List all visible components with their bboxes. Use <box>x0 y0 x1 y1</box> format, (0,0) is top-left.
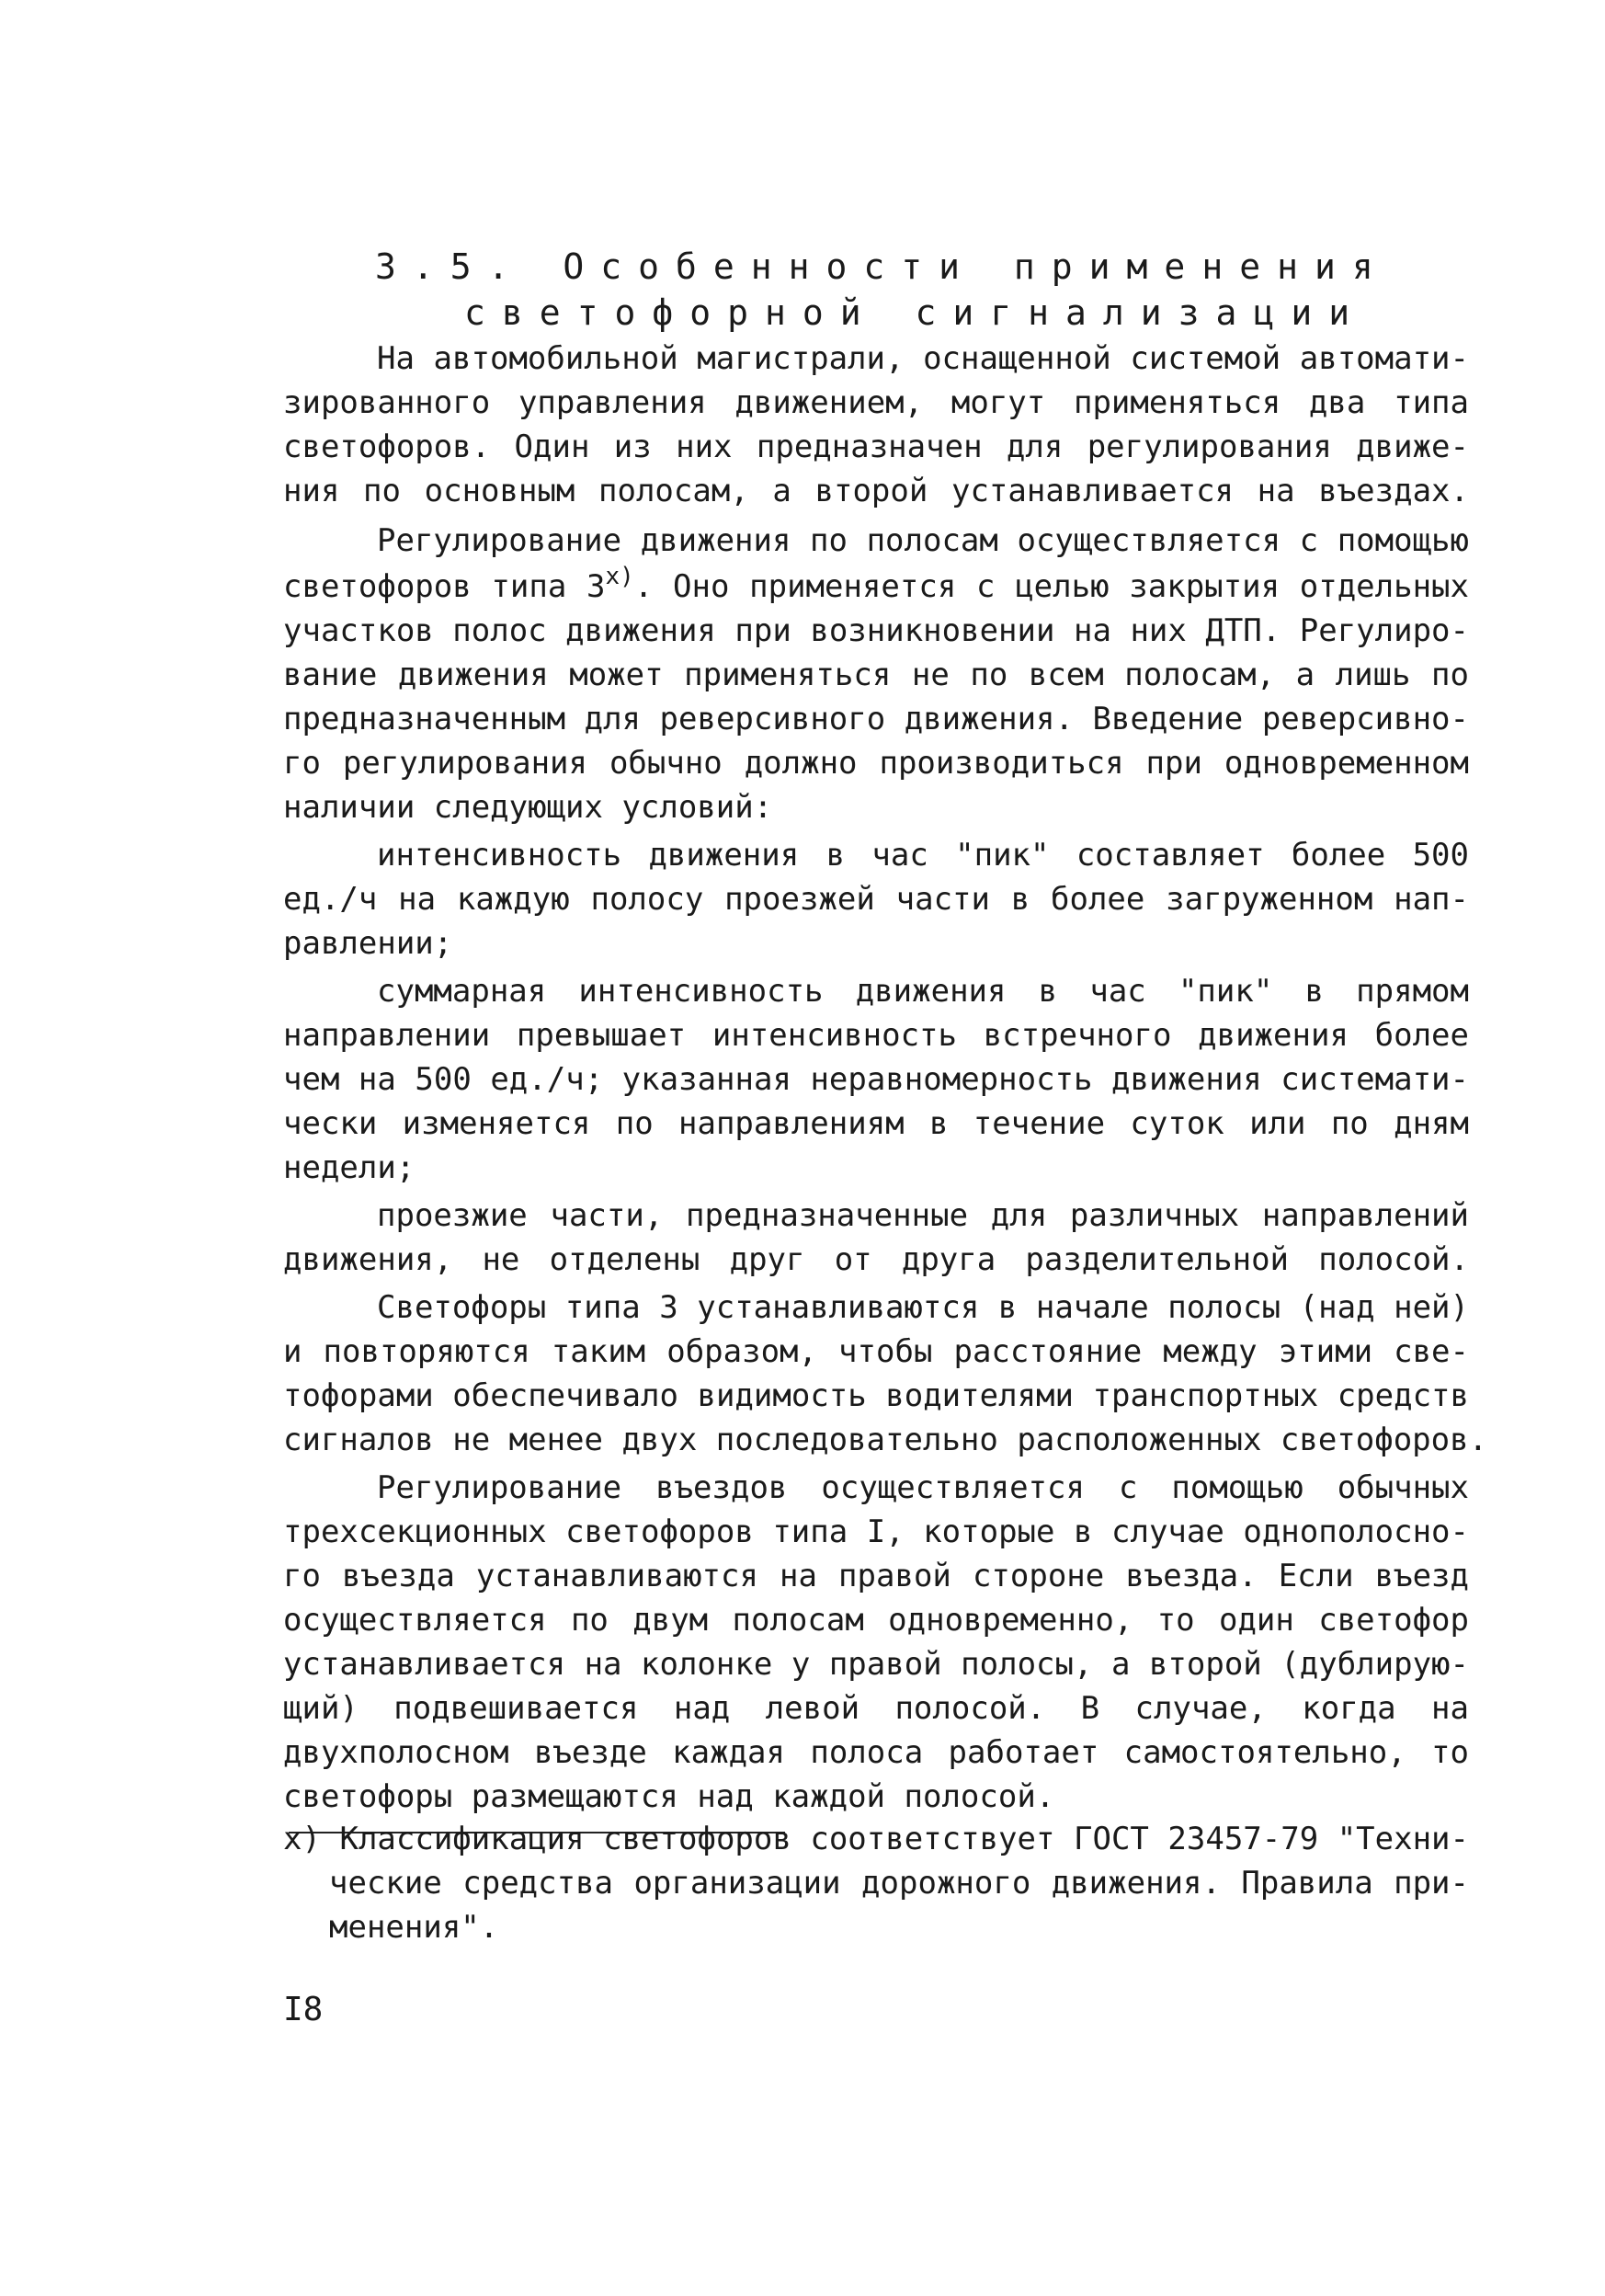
paragraph-line: направлении превышает интенсивность встречного движения более <box>283 1017 1469 1054</box>
paragraph-line: светофоры размещаются над каждой полосой. <box>283 1778 1055 1815</box>
footnote-line: менения". <box>329 1909 499 1946</box>
footnote-line: x) Классификация светофоров соответствует ГОСТ 23457-79 "Техни- <box>283 1821 1469 1857</box>
paragraph-line: го въезда устанавливаются на правой стороне въезда. Если въезд <box>283 1558 1469 1594</box>
paragraph-line: предназначенным для реверсивного движения. Введение реверсивно- <box>283 701 1469 737</box>
paragraph-line: недели; <box>283 1149 415 1186</box>
paragraph-line: и повторяются таким образом, чтобы расстояние между этими све- <box>283 1333 1469 1370</box>
paragraph-line: суммарная интенсивность движения в час "пик" в прямом <box>377 973 1469 1010</box>
paragraph-line: вание движения может применяться не по всем полосам, а лишь по <box>283 657 1469 693</box>
paragraph-line: На автомобильной магистрали, оснащенной системой автомати- <box>377 340 1469 377</box>
paragraph-line: чем на 500 ед./ч; указанная неравномерность движения системати- <box>283 1061 1469 1098</box>
paragraph-text: светофоров типа 3 <box>283 568 606 605</box>
paragraph-line: проезжие части, предназначенные для различных направлений <box>377 1197 1469 1234</box>
paragraph-line: чески изменяется по направлениям в течение суток или по дням <box>283 1105 1469 1142</box>
footnote-marker: x) <box>605 563 634 590</box>
paragraph-line: осуществляется по двум полосам одновременно, то один светофор <box>283 1602 1469 1639</box>
paragraph-line: двухполосном въезде каждая полоса работает самостоятельно, то <box>283 1734 1469 1771</box>
paragraph-line: ед./ч на каждую полосу проезжей части в более загруженном нап- <box>283 881 1469 918</box>
paragraph-line: наличии следующих условий: <box>283 789 773 826</box>
paragraph-line: участков полос движения при возникновении на них ДТП. Регулиро- <box>283 612 1469 649</box>
paragraph-line-with-footnote <box>283 565 1469 611</box>
footnote-line: ческие средства организации дорожного движения. Правила при- <box>329 1865 1469 1902</box>
paragraph-line: трехсекционных светофоров типа I, которые в случае однополосно- <box>283 1514 1469 1550</box>
paragraph-line: светофоров. Один из них предназначен для регулирования движе- <box>283 428 1469 465</box>
paragraph-line: щий) подвешивается над левой полосой. В случае, когда на <box>283 1690 1469 1727</box>
paragraph-line: устанавливается на колонке у правой полосы, а второй (дублирую- <box>283 1646 1469 1683</box>
section-heading-line-2: светофорной сигнализации <box>464 292 1367 333</box>
paragraph-line: равлении; <box>283 925 453 962</box>
paragraph-text: . Оно применяется с целью закрытия отдельных <box>633 568 1469 605</box>
section-heading-line-1: 3.5. Особенности применения <box>375 246 1390 287</box>
paragraph-line: интенсивность движения в час "пик" составляет более 500 <box>377 837 1469 874</box>
paragraph-line: зированного управления движением, могут применяться два типа <box>283 384 1469 421</box>
paragraph-line: ния по основным полосам, а второй устанавливается на въездах. <box>283 473 1469 509</box>
paragraph-line: сигналов не менее двух последовательно расположенных светофоров. <box>283 1422 1488 1458</box>
paragraph-line: тофорами обеспечивало видимость водителями транспортных средств <box>283 1377 1469 1414</box>
paragraph-line: го регулирования обычно должно производиться при одновременном <box>283 745 1469 782</box>
paragraph-line: движения, не отделены друг от друга разделительной полосой. <box>283 1241 1469 1278</box>
paragraph-line: Регулирование движения по полосам осуществляется с помощью <box>377 522 1469 559</box>
paragraph-line: Светофоры типа 3 устанавливаются в начале полосы (над ней) <box>377 1289 1469 1326</box>
page-number: I8 <box>283 1991 324 2028</box>
paragraph-line: Регулирование въездов осуществляется с помощью обычных <box>377 1469 1469 1506</box>
